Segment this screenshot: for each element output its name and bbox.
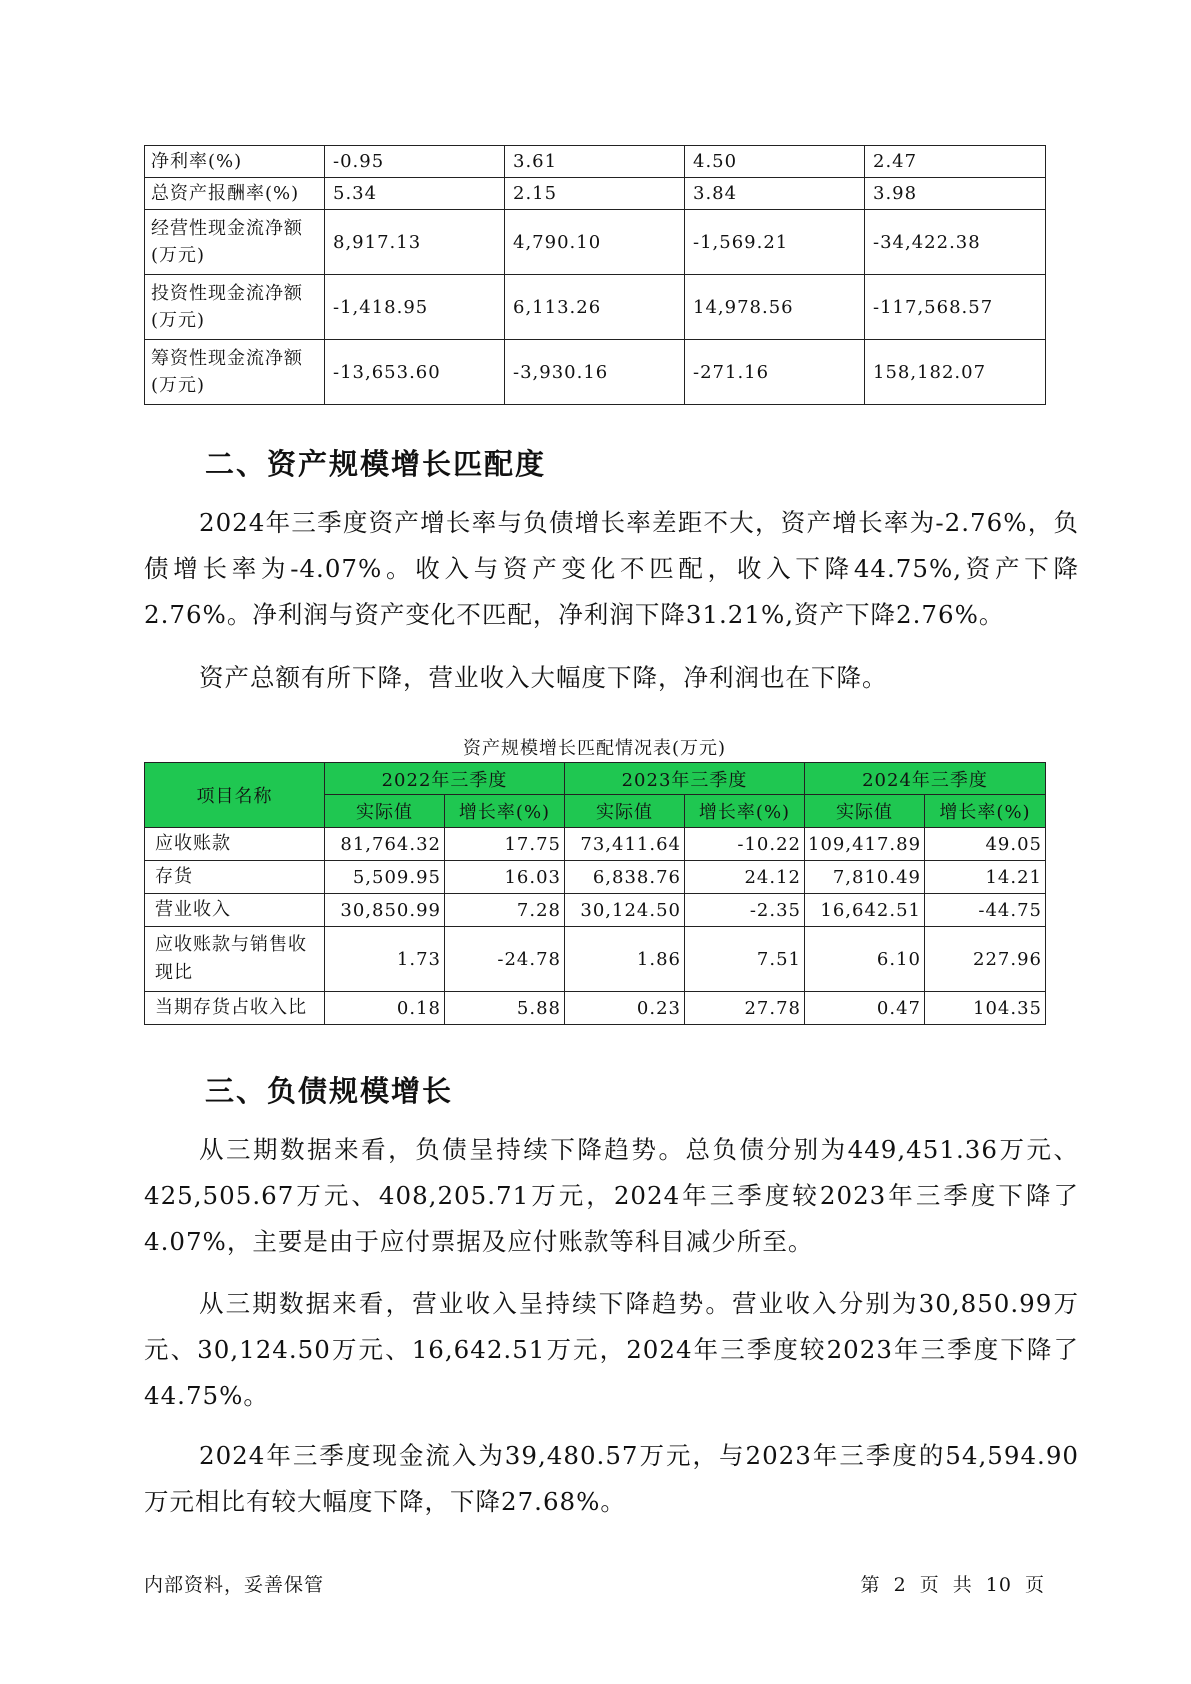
page-number: 第 2 页 共 10 页 xyxy=(860,1574,1045,1596)
cell: 81,764.32 xyxy=(325,828,445,861)
paragraph: 从三期数据来看，负债呈持续下降趋势。总负债分别为449,451.36万元、425,505.67万元、408,205.71万元，2024年三季度较2023年三季度下降了4.07%，主要是由于应付票据及应付账款等科目减少所至。 xyxy=(144,1135,1079,1256)
cell: -1,418.95 xyxy=(325,275,505,340)
cell: 16,642.51 xyxy=(805,894,925,927)
paragraph: 资产总额有所下降，营业收入大幅度下降，净利润也在下降。 xyxy=(199,663,888,692)
section-heading: 三、负债规模增长 xyxy=(205,1074,454,1108)
cell: 27.78 xyxy=(685,992,805,1025)
cell: -271.16 xyxy=(685,340,865,405)
cell: -3,930.16 xyxy=(505,340,685,405)
table-caption: 资产规模增长匹配情况表(万元) xyxy=(462,738,727,759)
row-label: 应收账款与销售收现比 xyxy=(145,927,325,992)
column-header-growth: 增长率(%) xyxy=(445,795,565,828)
table-row xyxy=(145,275,1046,340)
cell: -34,422.38 xyxy=(865,210,1046,275)
cell: 7,810.49 xyxy=(805,861,925,894)
cell: 3.61 xyxy=(505,146,685,178)
table-row xyxy=(145,861,1046,894)
footer-confidential-note: 内部资料，妥善保管 xyxy=(144,1574,325,1596)
cell: 49.05 xyxy=(925,828,1046,861)
column-header-period: 2023年三季度 xyxy=(565,763,805,795)
cell: 5,509.95 xyxy=(325,861,445,894)
cell: -117,568.57 xyxy=(865,275,1046,340)
row-label: 营业收入 xyxy=(145,894,325,927)
table-row xyxy=(145,146,1046,178)
table-row xyxy=(145,828,1046,861)
cell: 158,182.07 xyxy=(865,340,1046,405)
table-header-row xyxy=(145,763,1046,795)
cell: 17.75 xyxy=(445,828,565,861)
row-label: 净利率(%) xyxy=(145,146,325,178)
column-header-actual: 实际值 xyxy=(805,795,925,828)
column-header-growth: 增长率(%) xyxy=(685,795,805,828)
cell: 104.35 xyxy=(925,992,1046,1025)
column-header-period: 2022年三季度 xyxy=(325,763,565,795)
cell: -24.78 xyxy=(445,927,565,992)
asset-growth-table xyxy=(144,762,1046,1025)
row-label: 投资性现金流净额(万元) xyxy=(145,275,325,340)
cell: 2.47 xyxy=(865,146,1046,178)
table-row xyxy=(145,992,1046,1025)
cell: 24.12 xyxy=(685,861,805,894)
cell: 6.10 xyxy=(805,927,925,992)
cell: 16.03 xyxy=(445,861,565,894)
row-label: 应收账款 xyxy=(145,828,325,861)
table-row xyxy=(145,894,1046,927)
table-row xyxy=(145,927,1046,992)
row-label: 经营性现金流净额(万元) xyxy=(145,210,325,275)
cell: 0.23 xyxy=(565,992,685,1025)
cell: 4.50 xyxy=(685,146,865,178)
cell: 0.18 xyxy=(325,992,445,1025)
cell: 3.84 xyxy=(685,178,865,210)
cell: 6,113.26 xyxy=(505,275,685,340)
paragraph: 从三期数据来看，营业收入呈持续下降趋势。营业收入分别为30,850.99万元、30,124.50万元、16,642.51万元，2024年三季度较2023年三季度下降了44.75%。 xyxy=(144,1289,1079,1410)
cell: 5.88 xyxy=(445,992,565,1025)
cell: -0.95 xyxy=(325,146,505,178)
cell: -10.22 xyxy=(685,828,805,861)
cell: 2.15 xyxy=(505,178,685,210)
cell: 7.51 xyxy=(685,927,805,992)
cell: 14,978.56 xyxy=(685,275,865,340)
paragraph: 2024年三季度资产增长率与负债增长率差距不大，资产增长率为-2.76%，负债增长率为-4.07%。收入与资产变化不匹配，收入下降44.75%,资产下降2.76%。净利润与资产变化不匹配，净利润下降31.21%,资产下降2.76%。 xyxy=(144,508,1079,629)
cell: -2.35 xyxy=(685,894,805,927)
cell: 8,917.13 xyxy=(325,210,505,275)
column-header-period: 2024年三季度 xyxy=(805,763,1046,795)
cell: 1.73 xyxy=(325,927,445,992)
table-row xyxy=(145,210,1046,275)
cell: -13,653.60 xyxy=(325,340,505,405)
cell: 7.28 xyxy=(445,894,565,927)
cell: 1.86 xyxy=(565,927,685,992)
column-header-actual: 实际值 xyxy=(325,795,445,828)
cell: 109,417.89 xyxy=(805,828,925,861)
cell: 14.21 xyxy=(925,861,1046,894)
cell: 4,790.10 xyxy=(505,210,685,275)
row-label: 筹资性现金流净额(万元) xyxy=(145,340,325,405)
column-header-item: 项目名称 xyxy=(145,763,325,828)
table-row xyxy=(145,340,1046,405)
cell: -1,569.21 xyxy=(685,210,865,275)
cell: 73,411.64 xyxy=(565,828,685,861)
paragraph: 2024年三季度现金流入为39,480.57万元，与2023年三季度的54,594.90万元相比有较大幅度下降，下降27.68%。 xyxy=(144,1441,1079,1516)
cell: -44.75 xyxy=(925,894,1046,927)
row-label: 当期存货占收入比 xyxy=(145,992,325,1025)
cell: 227.96 xyxy=(925,927,1046,992)
cell: 3.98 xyxy=(865,178,1046,210)
table-row xyxy=(145,178,1046,210)
section-heading: 二、资产规模增长匹配度 xyxy=(205,447,547,481)
cell: 30,850.99 xyxy=(325,894,445,927)
row-label: 总资产报酬率(%) xyxy=(145,178,325,210)
cell: 5.34 xyxy=(325,178,505,210)
column-header-actual: 实际值 xyxy=(565,795,685,828)
cell: 6,838.76 xyxy=(565,861,685,894)
cell: 0.47 xyxy=(805,992,925,1025)
metrics-table xyxy=(144,145,1046,405)
row-label: 存货 xyxy=(145,861,325,894)
column-header-growth: 增长率(%) xyxy=(925,795,1046,828)
cell: 30,124.50 xyxy=(565,894,685,927)
